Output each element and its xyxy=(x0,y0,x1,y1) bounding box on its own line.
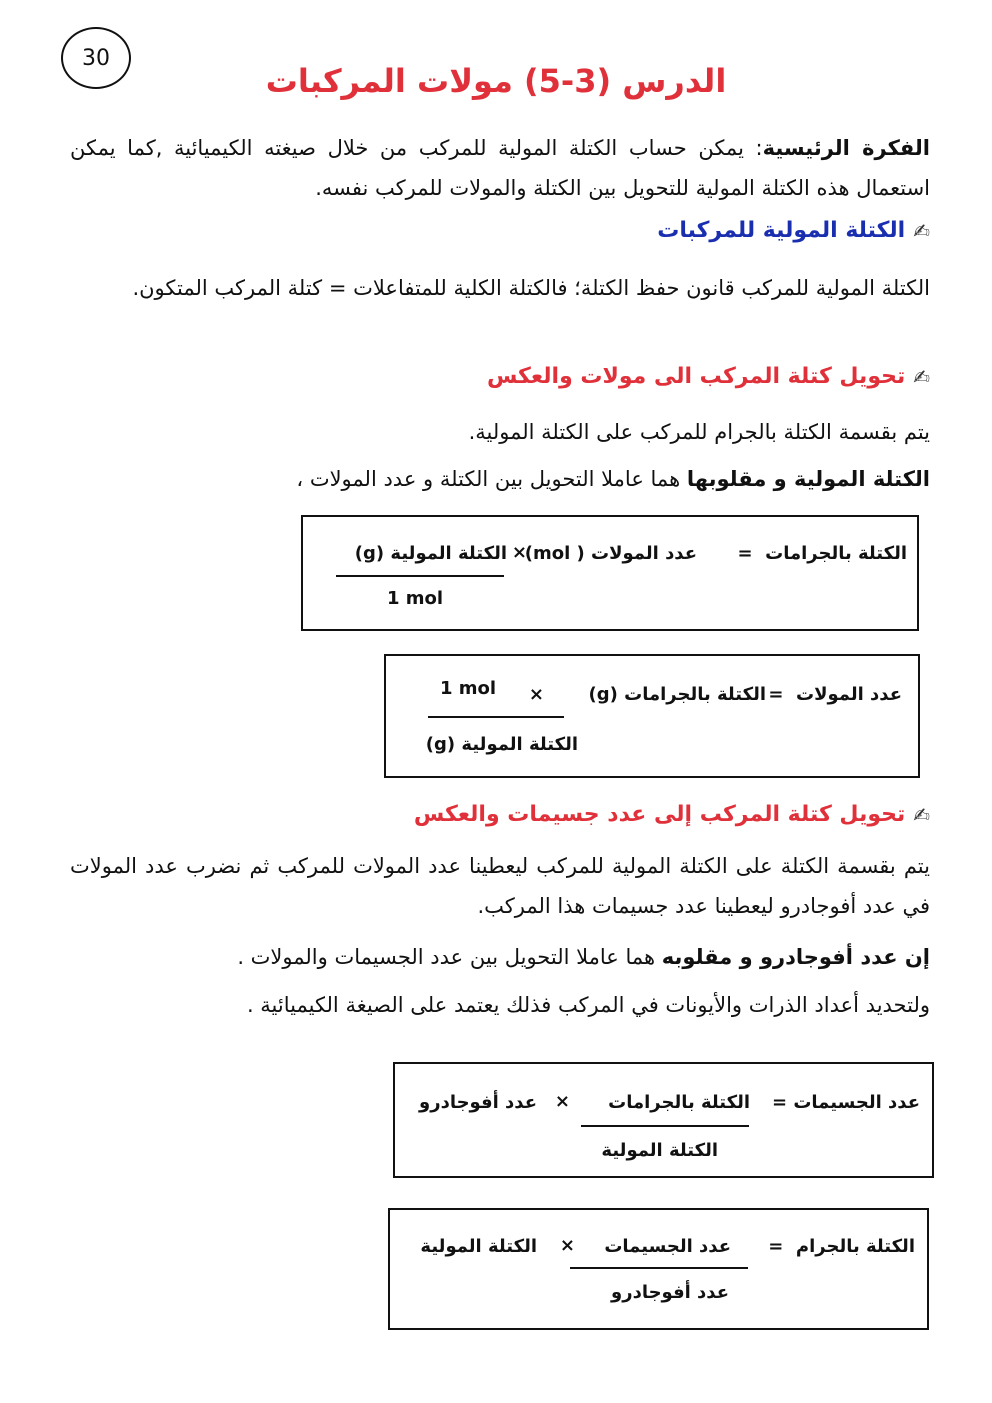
formula4-numerator: عدد الجسيمات xyxy=(604,1236,731,1257)
section1-heading-text: الكتلة المولية للمركبات xyxy=(657,218,906,243)
intro-label: الفكرة الرئيسية xyxy=(762,136,930,160)
section1-heading xyxy=(657,218,930,243)
formula1-denominator: 1 mol xyxy=(387,588,444,609)
fraction-line xyxy=(336,575,504,577)
pencil-icon: ✍ xyxy=(913,802,930,827)
intro-paragraph xyxy=(70,128,930,208)
formula1-term1: عدد المولات ( mol) xyxy=(524,543,697,564)
formula3-denominator: الكتلة المولية xyxy=(601,1140,718,1161)
fraction-line xyxy=(581,1125,749,1127)
pencil-icon: ✍ xyxy=(913,364,930,389)
formula3-term2: عدد أفوجادرو xyxy=(419,1092,537,1113)
formula2-times: × xyxy=(528,684,544,705)
section3-text3: ولتحديد أعداد الذرات والأيونات في المركب فذلك يعتمد على الصيغة الكيميائية . xyxy=(246,993,930,1017)
section3-bold: إن عدد أفوجادرو و مقلوبه xyxy=(661,945,930,969)
formula1-lhs: الكتلة بالجرامات = xyxy=(737,543,907,564)
formula2-lhs: عدد المولات = xyxy=(768,684,902,705)
section3-heading xyxy=(414,802,930,827)
formula2-denominator: الكتلة المولية (g) xyxy=(425,734,578,755)
formula-box-particles xyxy=(393,1062,934,1178)
fraction-line xyxy=(428,716,564,718)
section2-heading xyxy=(487,364,930,389)
section3-text2 xyxy=(70,937,930,977)
lesson-title: الدرس (3-5) مولات المركبات xyxy=(265,62,727,100)
pencil-icon: ✍ xyxy=(913,218,930,243)
formula4-term2: الكتلة المولية xyxy=(420,1236,537,1257)
formula2-numerator: 1 mol xyxy=(440,678,497,699)
formula4-denominator: عدد أفوجادرو xyxy=(611,1282,729,1303)
section2-text2-rest: هما عاملا التحويل بين الكتلة و عدد المولات ، xyxy=(296,467,687,491)
formula2-term1: الكتلة بالجرامات (g) xyxy=(588,684,766,705)
section2-heading-text: تحويل كتلة المركب الى مولات والعكس xyxy=(486,364,906,389)
section2-text2 xyxy=(70,459,930,499)
page-number: 30 xyxy=(61,27,131,89)
section3-text2-rest: هما عاملا التحويل بين عدد الجسيمات والمولات . xyxy=(237,945,662,969)
formula1-times: × xyxy=(511,542,527,563)
section1-text: الكتلة المولية للمركب قانون حفظ الكتلة؛ فالكتلة الكلية للمتفاعلات = كتلة المركب المتكون. xyxy=(132,276,930,300)
formula-box-mass xyxy=(301,515,919,631)
formula3-times: × xyxy=(554,1091,570,1112)
section3-text1: يتم بقسمة الكتلة على الكتلة المولية للمركب ليعطينا عدد المولات للمركب ثم نضرب عدد المولات في عدد أفوجادرو ليعطينا عدد جسيمات هذا المركب. xyxy=(70,854,930,918)
intro-text: : يمكن حساب الكتلة المولية للمركب من خلال صيغته الكيميائية ,كما يمكن استعمال هذه الكتلة المولية للتحويل بين الكتلة والمولات للمركب نفسه. xyxy=(70,136,930,200)
section2-text1: يتم بقسمة الكتلة بالجرام للمركب على الكتلة المولية. xyxy=(468,420,930,444)
formula3-numerator: الكتلة بالجرامات xyxy=(608,1092,750,1113)
section3-heading-text: تحويل كتلة المركب إلى عدد جسيمات والعكس xyxy=(413,802,906,827)
formula4-lhs: الكتلة بالجرام = xyxy=(768,1236,915,1257)
formula3-lhs: عدد الجسيمات = xyxy=(771,1092,920,1113)
fraction-line xyxy=(570,1267,748,1269)
section2-bold: الكتلة المولية و مقلوبها xyxy=(686,467,930,491)
formula-box-mass-from-particles xyxy=(388,1208,929,1330)
formula-box-moles xyxy=(384,654,920,778)
formula4-times: × xyxy=(559,1235,575,1256)
formula1-numerator: الكتلة المولية (g) xyxy=(354,543,507,564)
